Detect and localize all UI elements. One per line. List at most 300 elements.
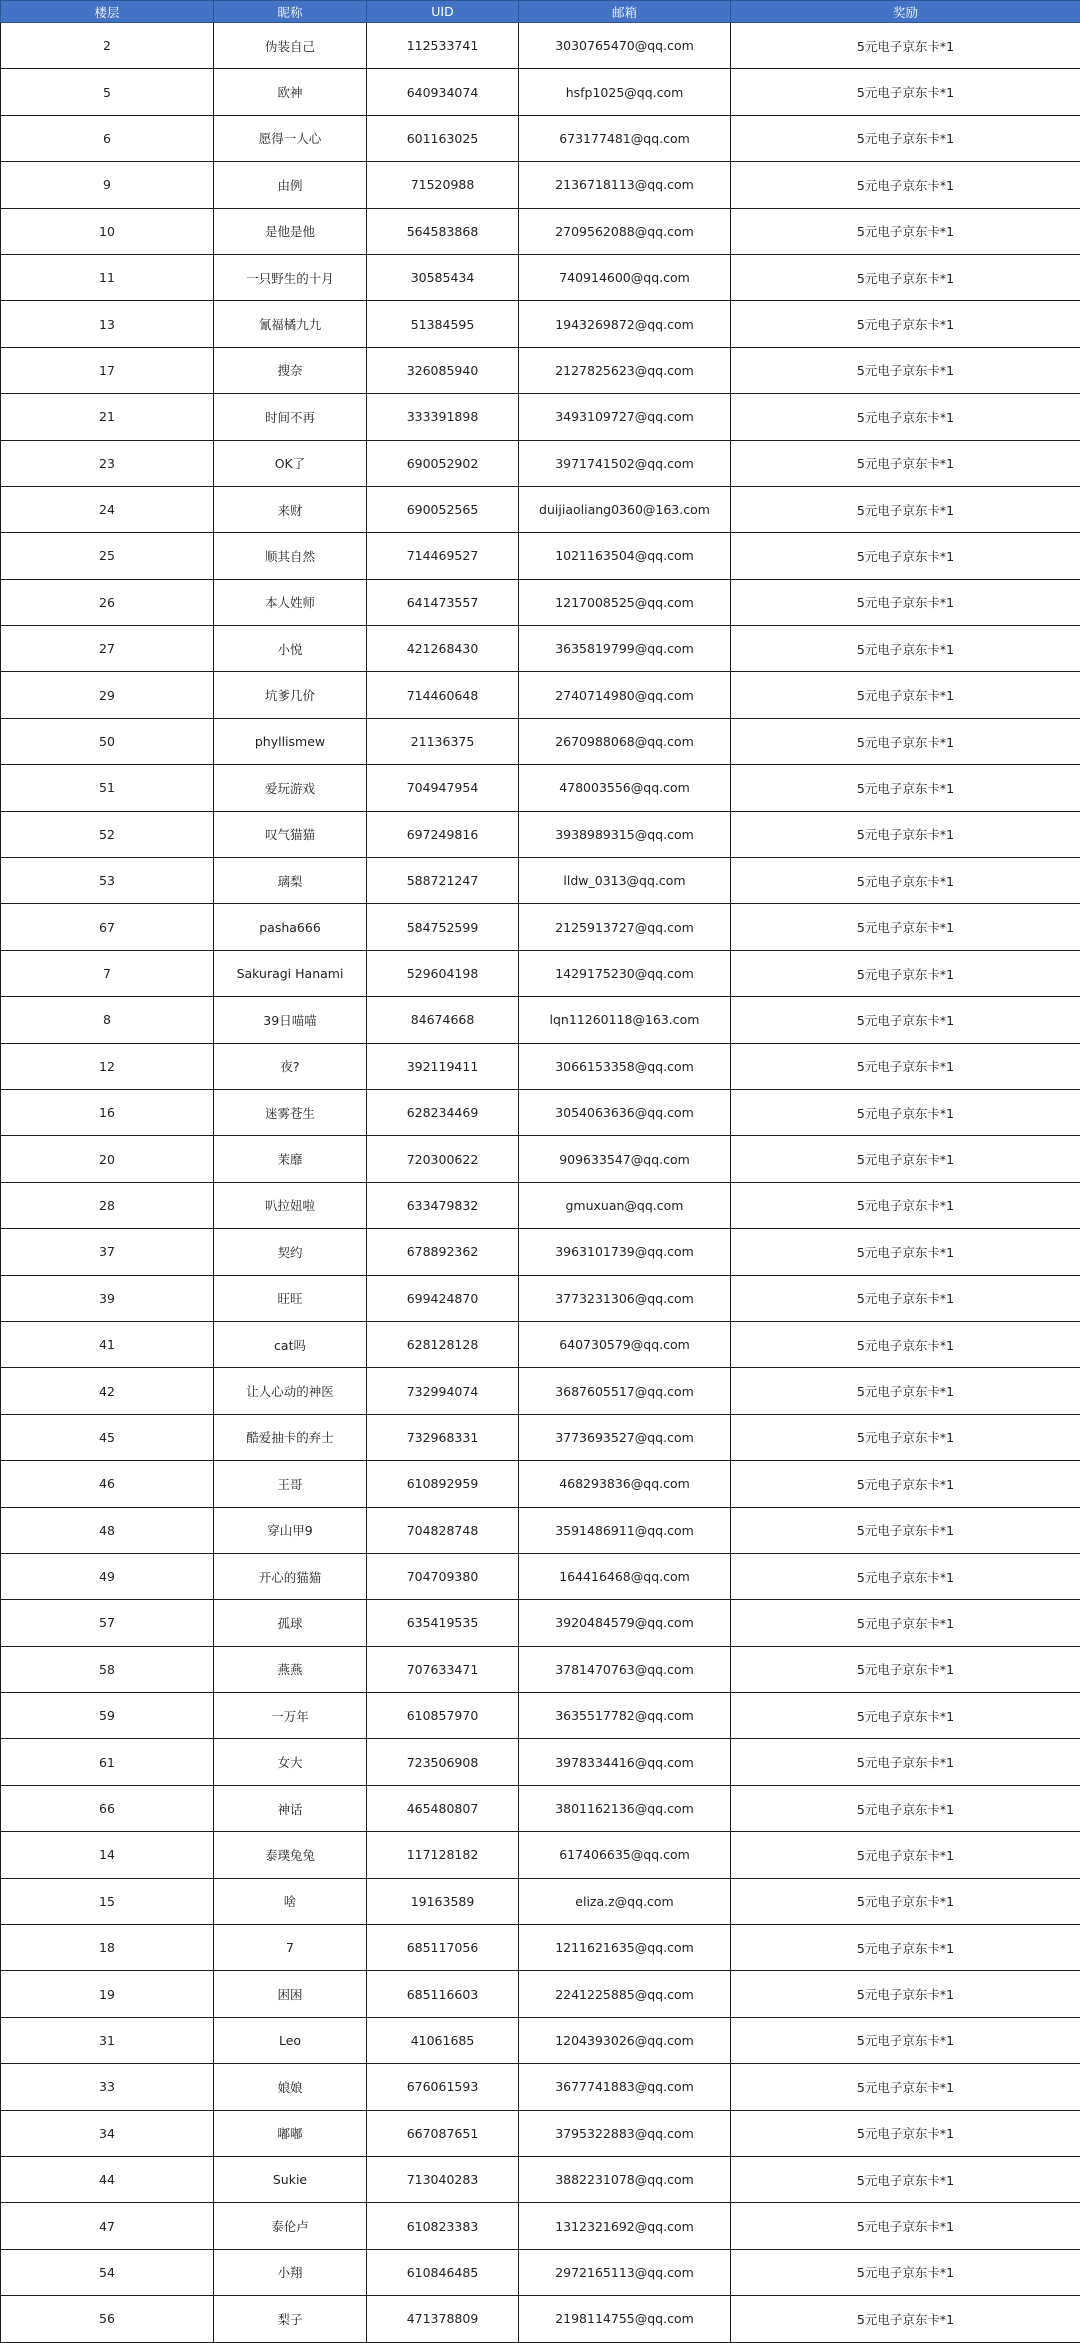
cell-nickname: Sakuragi Hanami xyxy=(214,950,367,996)
cell-floor: 25 xyxy=(1,533,214,579)
table-row xyxy=(1,1971,1080,2017)
cell-floor: 58 xyxy=(1,1646,214,1692)
table-row xyxy=(1,1321,1080,1367)
cell-uid: 704709380 xyxy=(367,1553,519,1599)
cell-reward: 5元电子京东卡*1 xyxy=(731,1043,1080,1089)
header-email: 邮箱 xyxy=(519,1,731,23)
cell-uid: 588721247 xyxy=(367,858,519,904)
cell-uid: 720300622 xyxy=(367,1136,519,1182)
cell-floor: 51 xyxy=(1,765,214,811)
cell-email: duijiaoliang0360@163.com xyxy=(519,486,731,532)
table-row xyxy=(1,347,1080,393)
table-row xyxy=(1,1043,1080,1089)
cell-floor: 2 xyxy=(1,23,214,69)
cell-uid: 690052565 xyxy=(367,486,519,532)
table-row xyxy=(1,626,1080,672)
cell-reward: 5元电子京东卡*1 xyxy=(731,115,1080,161)
cell-uid: 112533741 xyxy=(367,23,519,69)
cell-floor: 27 xyxy=(1,626,214,672)
cell-nickname: 本人姓师 xyxy=(214,579,367,625)
cell-email: 3066153358@qq.com xyxy=(519,1043,731,1089)
cell-reward: 5元电子京东卡*1 xyxy=(731,1600,1080,1646)
cell-email: 3920484579@qq.com xyxy=(519,1600,731,1646)
cell-floor: 26 xyxy=(1,579,214,625)
cell-floor: 20 xyxy=(1,1136,214,1182)
cell-uid: 667087651 xyxy=(367,2110,519,2156)
cell-email: hsfp1025@qq.com xyxy=(519,69,731,115)
cell-nickname: 女大 xyxy=(214,1739,367,1785)
cell-uid: 699424870 xyxy=(367,1275,519,1321)
table-row xyxy=(1,1646,1080,1692)
cell-uid: 421268430 xyxy=(367,626,519,672)
cell-nickname: 小悦 xyxy=(214,626,367,672)
table-row xyxy=(1,440,1080,486)
cell-uid: 529604198 xyxy=(367,950,519,996)
cell-uid: 71520988 xyxy=(367,162,519,208)
cell-floor: 54 xyxy=(1,2249,214,2295)
cell-reward: 5元电子京东卡*1 xyxy=(731,672,1080,718)
cell-email: 1211621635@qq.com xyxy=(519,1925,731,1971)
cell-floor: 14 xyxy=(1,1832,214,1878)
cell-email: 2127825623@qq.com xyxy=(519,347,731,393)
cell-floor: 5 xyxy=(1,69,214,115)
cell-floor: 47 xyxy=(1,2203,214,2249)
cell-email: 164416468@qq.com xyxy=(519,1553,731,1599)
cell-nickname: 是他是他 xyxy=(214,208,367,254)
cell-email: 3801162136@qq.com xyxy=(519,1785,731,1831)
table-header xyxy=(1,1,1080,23)
cell-email: 640730579@qq.com xyxy=(519,1321,731,1367)
cell-reward: 5元电子京东卡*1 xyxy=(731,626,1080,672)
cell-uid: 697249816 xyxy=(367,811,519,857)
cell-uid: 471378809 xyxy=(367,2296,519,2342)
cell-uid: 610892959 xyxy=(367,1461,519,1507)
cell-uid: 628128128 xyxy=(367,1321,519,1367)
cell-uid: 676061593 xyxy=(367,2064,519,2110)
cell-reward: 5元电子京东卡*1 xyxy=(731,440,1080,486)
cell-floor: 21 xyxy=(1,394,214,440)
cell-email: 3963101739@qq.com xyxy=(519,1229,731,1275)
cell-uid: 685116603 xyxy=(367,1971,519,2017)
cell-nickname: 39日喵喵 xyxy=(214,997,367,1043)
cell-nickname: 困困 xyxy=(214,1971,367,2017)
cell-uid: 84674668 xyxy=(367,997,519,1043)
cell-floor: 42 xyxy=(1,1368,214,1414)
cell-reward: 5元电子京东卡*1 xyxy=(731,394,1080,440)
cell-floor: 45 xyxy=(1,1414,214,1460)
cell-reward: 5元电子京东卡*1 xyxy=(731,904,1080,950)
cell-email: 2136718113@qq.com xyxy=(519,162,731,208)
cell-reward: 5元电子京东卡*1 xyxy=(731,1275,1080,1321)
cell-nickname: 旺旺 xyxy=(214,1275,367,1321)
cell-uid: 690052902 xyxy=(367,440,519,486)
table-row xyxy=(1,718,1080,764)
cell-reward: 5元电子京东卡*1 xyxy=(731,1925,1080,1971)
header-uid: UID xyxy=(367,1,519,23)
cell-uid: 601163025 xyxy=(367,115,519,161)
cell-reward: 5元电子京东卡*1 xyxy=(731,1553,1080,1599)
table-row xyxy=(1,1507,1080,1553)
cell-floor: 44 xyxy=(1,2156,214,2202)
table-row xyxy=(1,1553,1080,1599)
cell-reward: 5元电子京东卡*1 xyxy=(731,301,1080,347)
cell-reward: 5元电子京东卡*1 xyxy=(731,1785,1080,1831)
cell-floor: 13 xyxy=(1,301,214,347)
table-row xyxy=(1,1785,1080,1831)
cell-email: 3687605517@qq.com xyxy=(519,1368,731,1414)
cell-nickname: 叭拉妞啦 xyxy=(214,1182,367,1228)
cell-email: 2740714980@qq.com xyxy=(519,672,731,718)
cell-floor: 12 xyxy=(1,1043,214,1089)
cell-uid: 714469527 xyxy=(367,533,519,579)
table-row xyxy=(1,811,1080,857)
table-row xyxy=(1,1925,1080,1971)
cell-nickname: cat吗 xyxy=(214,1321,367,1367)
cell-reward: 5元电子京东卡*1 xyxy=(731,2156,1080,2202)
cell-nickname: 来财 xyxy=(214,486,367,532)
cell-nickname: 啥 xyxy=(214,1878,367,1924)
cell-reward: 5元电子京东卡*1 xyxy=(731,208,1080,254)
table-row xyxy=(1,858,1080,904)
table-row xyxy=(1,1461,1080,1507)
cell-email: 2972165113@qq.com xyxy=(519,2249,731,2295)
cell-nickname: 7 xyxy=(214,1925,367,1971)
cell-nickname: OK了 xyxy=(214,440,367,486)
cell-reward: 5元电子京东卡*1 xyxy=(731,23,1080,69)
cell-uid: 117128182 xyxy=(367,1832,519,1878)
cell-floor: 17 xyxy=(1,347,214,393)
cell-nickname: Leo xyxy=(214,2017,367,2063)
cell-email: 3882231078@qq.com xyxy=(519,2156,731,2202)
cell-uid: 678892362 xyxy=(367,1229,519,1275)
cell-uid: 732968331 xyxy=(367,1414,519,1460)
cell-nickname: 泰伦卢 xyxy=(214,2203,367,2249)
cell-floor: 52 xyxy=(1,811,214,857)
table-row xyxy=(1,533,1080,579)
cell-reward: 5元电子京东卡*1 xyxy=(731,718,1080,764)
cell-email: lldw_0313@qq.com xyxy=(519,858,731,904)
table-row xyxy=(1,950,1080,996)
cell-reward: 5元电子京东卡*1 xyxy=(731,997,1080,1043)
cell-email: 3971741502@qq.com xyxy=(519,440,731,486)
cell-nickname: 坑爹几价 xyxy=(214,672,367,718)
table-row xyxy=(1,579,1080,625)
cell-floor: 11 xyxy=(1,254,214,300)
cell-reward: 5元电子京东卡*1 xyxy=(731,254,1080,300)
cell-uid: 704947954 xyxy=(367,765,519,811)
table-row xyxy=(1,69,1080,115)
cell-floor: 56 xyxy=(1,2296,214,2342)
cell-floor: 8 xyxy=(1,997,214,1043)
cell-nickname: 由例 xyxy=(214,162,367,208)
cell-uid: 610857970 xyxy=(367,1693,519,1739)
cell-nickname: 搜奈 xyxy=(214,347,367,393)
cell-reward: 5元电子京东卡*1 xyxy=(731,811,1080,857)
table-row xyxy=(1,208,1080,254)
table-row xyxy=(1,1414,1080,1460)
cell-nickname: 开心的猫猫 xyxy=(214,1553,367,1599)
table-row xyxy=(1,162,1080,208)
cell-reward: 5元电子京东卡*1 xyxy=(731,1414,1080,1460)
cell-uid: 685117056 xyxy=(367,1925,519,1971)
cell-reward: 5元电子京东卡*1 xyxy=(731,533,1080,579)
cell-floor: 6 xyxy=(1,115,214,161)
cell-nickname: 夜? xyxy=(214,1043,367,1089)
cell-floor: 16 xyxy=(1,1089,214,1135)
cell-nickname: 让人心动的神医 xyxy=(214,1368,367,1414)
cell-reward: 5元电子京东卡*1 xyxy=(731,69,1080,115)
cell-reward: 5元电子京东卡*1 xyxy=(731,162,1080,208)
cell-reward: 5元电子京东卡*1 xyxy=(731,1089,1080,1135)
cell-floor: 9 xyxy=(1,162,214,208)
cell-reward: 5元电子京东卡*1 xyxy=(731,858,1080,904)
cell-floor: 48 xyxy=(1,1507,214,1553)
cell-email: 3493109727@qq.com xyxy=(519,394,731,440)
cell-reward: 5元电子京东卡*1 xyxy=(731,1229,1080,1275)
cell-email: lqn11260118@163.com xyxy=(519,997,731,1043)
cell-reward: 5元电子京东卡*1 xyxy=(731,1739,1080,1785)
cell-floor: 34 xyxy=(1,2110,214,2156)
table-row xyxy=(1,1832,1080,1878)
cell-email: 3781470763@qq.com xyxy=(519,1646,731,1692)
table-row xyxy=(1,1693,1080,1739)
cell-uid: 564583868 xyxy=(367,208,519,254)
cell-email: 2670988068@qq.com xyxy=(519,718,731,764)
cell-email: 617406635@qq.com xyxy=(519,1832,731,1878)
table-row xyxy=(1,2296,1080,2342)
cell-reward: 5元电子京东卡*1 xyxy=(731,1693,1080,1739)
cell-reward: 5元电子京东卡*1 xyxy=(731,2203,1080,2249)
cell-floor: 23 xyxy=(1,440,214,486)
cell-uid: 704828748 xyxy=(367,1507,519,1553)
cell-floor: 10 xyxy=(1,208,214,254)
cell-nickname: Sukie xyxy=(214,2156,367,2202)
cell-email: 3795322883@qq.com xyxy=(519,2110,731,2156)
cell-reward: 5元电子京东卡*1 xyxy=(731,1832,1080,1878)
cell-nickname: 欧神 xyxy=(214,69,367,115)
cell-reward: 5元电子京东卡*1 xyxy=(731,2249,1080,2295)
table-row xyxy=(1,1136,1080,1182)
cell-uid: 610846485 xyxy=(367,2249,519,2295)
cell-floor: 18 xyxy=(1,1925,214,1971)
cell-email: 740914600@qq.com xyxy=(519,254,731,300)
cell-email: 3030765470@qq.com xyxy=(519,23,731,69)
cell-floor: 59 xyxy=(1,1693,214,1739)
cell-nickname: 顺其自然 xyxy=(214,533,367,579)
cell-email: 3635819799@qq.com xyxy=(519,626,731,672)
cell-email: 468293836@qq.com xyxy=(519,1461,731,1507)
cell-floor: 33 xyxy=(1,2064,214,2110)
cell-email: 3635517782@qq.com xyxy=(519,1693,731,1739)
cell-email: 3054063636@qq.com xyxy=(519,1089,731,1135)
table-row xyxy=(1,301,1080,347)
table-row xyxy=(1,115,1080,161)
cell-nickname: 时间不再 xyxy=(214,394,367,440)
cell-floor: 53 xyxy=(1,858,214,904)
cell-email: 1021163504@qq.com xyxy=(519,533,731,579)
cell-floor: 67 xyxy=(1,904,214,950)
cell-uid: 19163589 xyxy=(367,1878,519,1924)
cell-floor: 29 xyxy=(1,672,214,718)
cell-nickname: 伪装自己 xyxy=(214,23,367,69)
cell-uid: 392119411 xyxy=(367,1043,519,1089)
table-row xyxy=(1,486,1080,532)
cell-floor: 15 xyxy=(1,1878,214,1924)
cell-reward: 5元电子京东卡*1 xyxy=(731,2110,1080,2156)
cell-uid: 41061685 xyxy=(367,2017,519,2063)
cell-nickname: 迷雾苍生 xyxy=(214,1089,367,1135)
cell-floor: 41 xyxy=(1,1321,214,1367)
cell-nickname: 一万年 xyxy=(214,1693,367,1739)
cell-email: eliza.z@qq.com xyxy=(519,1878,731,1924)
cell-reward: 5元电子京东卡*1 xyxy=(731,1321,1080,1367)
cell-reward: 5元电子京东卡*1 xyxy=(731,1878,1080,1924)
cell-email: gmuxuan@qq.com xyxy=(519,1182,731,1228)
cell-floor: 46 xyxy=(1,1461,214,1507)
cell-uid: 333391898 xyxy=(367,394,519,440)
table-row xyxy=(1,997,1080,1043)
cell-floor: 49 xyxy=(1,1553,214,1599)
cell-nickname: 神话 xyxy=(214,1785,367,1831)
cell-nickname: 燕燕 xyxy=(214,1646,367,1692)
table-row xyxy=(1,2017,1080,2063)
cell-uid: 584752599 xyxy=(367,904,519,950)
cell-email: 2125913727@qq.com xyxy=(519,904,731,950)
cell-uid: 326085940 xyxy=(367,347,519,393)
cell-uid: 713040283 xyxy=(367,2156,519,2202)
table-row xyxy=(1,1229,1080,1275)
cell-reward: 5元电子京东卡*1 xyxy=(731,2064,1080,2110)
cell-floor: 39 xyxy=(1,1275,214,1321)
cell-reward: 5元电子京东卡*1 xyxy=(731,2296,1080,2342)
cell-email: 2709562088@qq.com xyxy=(519,208,731,254)
cell-reward: 5元电子京东卡*1 xyxy=(731,1136,1080,1182)
cell-reward: 5元电子京东卡*1 xyxy=(731,1646,1080,1692)
cell-email: 909633547@qq.com xyxy=(519,1136,731,1182)
cell-reward: 5元电子京东卡*1 xyxy=(731,765,1080,811)
cell-nickname: 王哥 xyxy=(214,1461,367,1507)
cell-email: 3773693527@qq.com xyxy=(519,1414,731,1460)
cell-floor: 7 xyxy=(1,950,214,996)
table-row xyxy=(1,765,1080,811)
cell-uid: 714460648 xyxy=(367,672,519,718)
cell-nickname: 愿得一人心 xyxy=(214,115,367,161)
cell-nickname: 泰璞兔兔 xyxy=(214,1832,367,1878)
table-row xyxy=(1,1600,1080,1646)
table-row xyxy=(1,672,1080,718)
cell-nickname: 契约 xyxy=(214,1229,367,1275)
cell-floor: 61 xyxy=(1,1739,214,1785)
cell-email: 3938989315@qq.com xyxy=(519,811,731,857)
table-row xyxy=(1,1368,1080,1414)
table-row xyxy=(1,1182,1080,1228)
cell-floor: 50 xyxy=(1,718,214,764)
cell-floor: 19 xyxy=(1,1971,214,2017)
cell-nickname: phyllismew xyxy=(214,718,367,764)
cell-uid: 465480807 xyxy=(367,1785,519,1831)
cell-reward: 5元电子京东卡*1 xyxy=(731,1507,1080,1553)
cell-email: 3677741883@qq.com xyxy=(519,2064,731,2110)
cell-nickname: 茉靡 xyxy=(214,1136,367,1182)
cell-floor: 57 xyxy=(1,1600,214,1646)
cell-uid: 723506908 xyxy=(367,1739,519,1785)
cell-nickname: 氰福橘九九 xyxy=(214,301,367,347)
table-row xyxy=(1,2156,1080,2202)
cell-reward: 5元电子京东卡*1 xyxy=(731,1368,1080,1414)
header-floor: 楼层 xyxy=(1,1,214,23)
cell-floor: 24 xyxy=(1,486,214,532)
cell-email: 3773231306@qq.com xyxy=(519,1275,731,1321)
cell-reward: 5元电子京东卡*1 xyxy=(731,1182,1080,1228)
cell-email: 1217008525@qq.com xyxy=(519,579,731,625)
cell-nickname: 穿山甲9 xyxy=(214,1507,367,1553)
cell-nickname: 嘟嘟 xyxy=(214,2110,367,2156)
cell-uid: 640934074 xyxy=(367,69,519,115)
cell-nickname: 梨子 xyxy=(214,2296,367,2342)
header-reward: 奖励 xyxy=(731,1,1080,23)
cell-email: 1943269872@qq.com xyxy=(519,301,731,347)
cell-reward: 5元电子京东卡*1 xyxy=(731,347,1080,393)
cell-email: 3978334416@qq.com xyxy=(519,1739,731,1785)
cell-floor: 31 xyxy=(1,2017,214,2063)
cell-uid: 30585434 xyxy=(367,254,519,300)
cell-uid: 633479832 xyxy=(367,1182,519,1228)
cell-email: 478003556@qq.com xyxy=(519,765,731,811)
cell-email: 3591486911@qq.com xyxy=(519,1507,731,1553)
cell-reward: 5元电子京东卡*1 xyxy=(731,486,1080,532)
table-row xyxy=(1,1089,1080,1135)
cell-email: 1204393026@qq.com xyxy=(519,2017,731,2063)
cell-uid: 732994074 xyxy=(367,1368,519,1414)
table-row xyxy=(1,2203,1080,2249)
cell-nickname: 孤球 xyxy=(214,1600,367,1646)
cell-floor: 28 xyxy=(1,1182,214,1228)
table-row xyxy=(1,1275,1080,1321)
cell-email: 673177481@qq.com xyxy=(519,115,731,161)
table-row xyxy=(1,254,1080,300)
cell-reward: 5元电子京东卡*1 xyxy=(731,1461,1080,1507)
cell-nickname: 酷爱抽卡的弃士 xyxy=(214,1414,367,1460)
table-body xyxy=(1,23,1080,2343)
header-row xyxy=(1,1,1080,23)
cell-uid: 641473557 xyxy=(367,579,519,625)
cell-nickname: 小翔 xyxy=(214,2249,367,2295)
table-row xyxy=(1,904,1080,950)
cell-nickname: 爱玩游戏 xyxy=(214,765,367,811)
cell-reward: 5元电子京东卡*1 xyxy=(731,950,1080,996)
cell-uid: 707633471 xyxy=(367,1646,519,1692)
table-row xyxy=(1,2249,1080,2295)
table-row xyxy=(1,1739,1080,1785)
cell-email: 2198114755@qq.com xyxy=(519,2296,731,2342)
cell-uid: 51384595 xyxy=(367,301,519,347)
table-row xyxy=(1,23,1080,69)
cell-nickname: 娘娘 xyxy=(214,2064,367,2110)
cell-email: 1429175230@qq.com xyxy=(519,950,731,996)
cell-reward: 5元电子京东卡*1 xyxy=(731,2017,1080,2063)
header-nickname: 昵称 xyxy=(214,1,367,23)
cell-uid: 610823383 xyxy=(367,2203,519,2249)
table-row xyxy=(1,2064,1080,2110)
cell-floor: 66 xyxy=(1,1785,214,1831)
cell-reward: 5元电子京东卡*1 xyxy=(731,579,1080,625)
cell-nickname: pasha666 xyxy=(214,904,367,950)
cell-floor: 37 xyxy=(1,1229,214,1275)
cell-nickname: 一只野生的十月 xyxy=(214,254,367,300)
cell-email: 1312321692@qq.com xyxy=(519,2203,731,2249)
cell-nickname: 叹气猫猫 xyxy=(214,811,367,857)
table-row xyxy=(1,1878,1080,1924)
